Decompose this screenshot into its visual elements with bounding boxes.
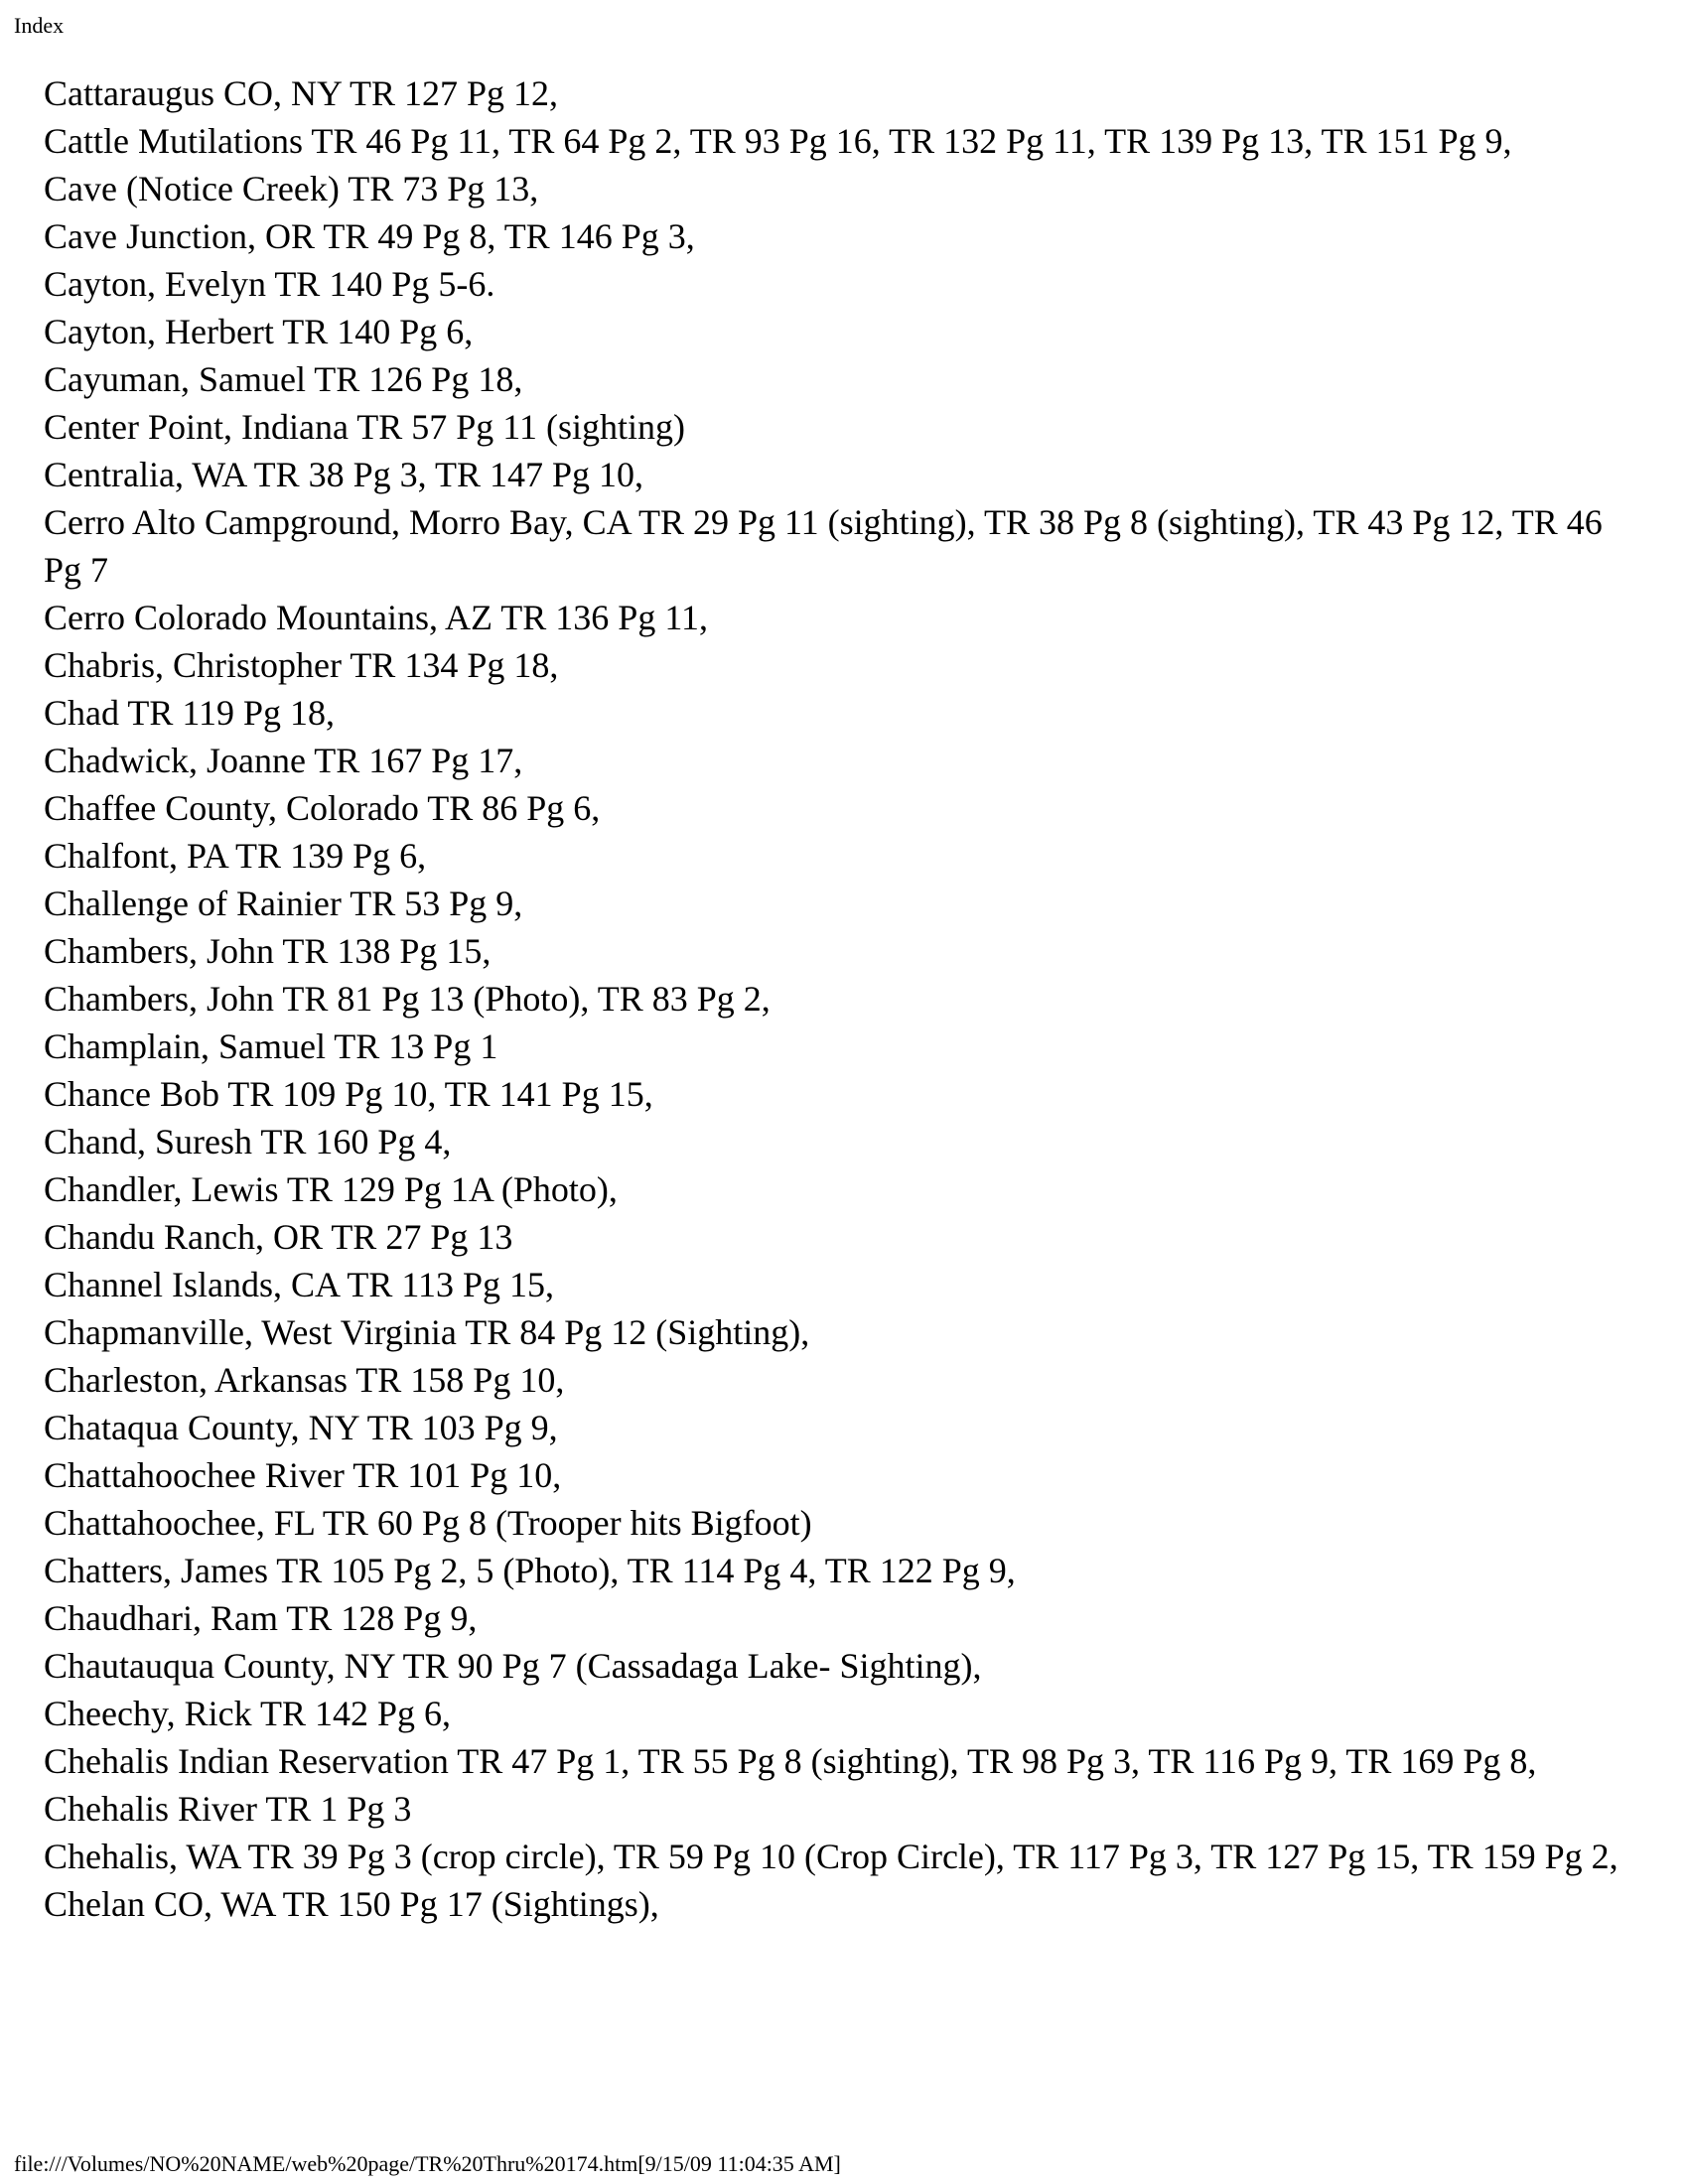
index-entry: Cayton, Herbert TR 140 Pg 6,	[44, 312, 474, 351]
index-entry: Charleston, Arkansas TR 158 Pg 10,	[44, 1360, 565, 1400]
index-entry: Channel Islands, CA TR 113 Pg 15,	[44, 1265, 555, 1304]
index-entry: Cave Junction, OR TR 49 Pg 8, TR 146 Pg 3,	[44, 216, 695, 256]
index-entry: Chabris, Christopher TR 134 Pg 18,	[44, 645, 559, 685]
file-path-footer: file:///Volumes/NO%20NAME/web%20page/TR%20Thru%20174.htm[9/15/09 11:04:35 AM]	[14, 2151, 841, 2176]
index-entry: Chalfont, PA TR 139 Pg 6,	[44, 836, 427, 876]
index-entry: Cattle Mutilations TR 46 Pg 11, TR 64 Pg 2, TR 93 Pg 16, TR 132 Pg 11, TR 139 Pg 13, TR 151 Pg 9,	[44, 121, 1512, 161]
index-entry: Cayuman, Samuel TR 126 Pg 18,	[44, 359, 523, 399]
index-entry: Chandu Ranch, OR TR 27 Pg 13	[44, 1217, 513, 1257]
index-entry: Center Point, Indiana TR 57 Pg 11 (sighting)	[44, 407, 685, 447]
index-entry: Chatters, James TR 105 Pg 2, 5 (Photo), TR 114 Pg 4, TR 122 Pg 9,	[44, 1551, 1016, 1590]
index-entry: Cerro Colorado Mountains, AZ TR 136 Pg 11,	[44, 598, 708, 637]
index-entry: Cerro Alto Campground, Morro Bay, CA TR 29 Pg 11 (sighting), TR 38 Pg 8 (sighting), TR 43 Pg 12, TR 46 Pg 7	[44, 502, 1603, 590]
index-entry: Chand, Suresh TR 160 Pg 4,	[44, 1122, 452, 1161]
page-title: Index	[14, 13, 65, 38]
index-entry: Chataqua County, NY TR 103 Pg 9,	[44, 1408, 558, 1447]
index-entry: Chaudhari, Ram TR 128 Pg 9,	[44, 1598, 478, 1638]
index-entry: Cheechy, Rick TR 142 Pg 6,	[44, 1694, 451, 1733]
index-entry: Chad TR 119 Pg 18,	[44, 693, 336, 733]
index-entry: Chambers, John TR 138 Pg 15,	[44, 931, 492, 971]
index-entry: Cattaraugus CO, NY TR 127 Pg 12,	[44, 73, 558, 113]
index-entry: Chadwick, Joanne TR 167 Pg 17,	[44, 741, 523, 780]
index-entry: Cave (Notice Creek) TR 73 Pg 13,	[44, 169, 539, 208]
index-entry: Chaffee County, Colorado TR 86 Pg 6,	[44, 788, 601, 828]
index-entry: Chattahoochee, FL TR 60 Pg 8 (Trooper hits Bigfoot)	[44, 1503, 812, 1543]
index-entry-list	[44, 69, 1648, 1928]
index-entry: Chehalis, WA TR 39 Pg 3 (crop circle), TR 59 Pg 10 (Crop Circle), TR 117 Pg 3, TR 127 Pg 15, TR 159 Pg 2,	[44, 1837, 1618, 1876]
index-entry: Chehalis River TR 1 Pg 3	[44, 1789, 412, 1829]
index-entry: Chehalis Indian Reservation TR 47 Pg 1, TR 55 Pg 8 (sighting), TR 98 Pg 3, TR 116 Pg 9, TR 169 Pg 8,	[44, 1741, 1537, 1781]
index-entry: Champlain, Samuel TR 13 Pg 1	[44, 1026, 498, 1066]
index-entry: Chautauqua County, NY TR 90 Pg 7 (Cassadaga Lake- Sighting),	[44, 1646, 982, 1686]
index-entry: Chelan CO, WA TR 150 Pg 17 (Sightings),	[44, 1884, 659, 1924]
index-entry: Chambers, John TR 81 Pg 13 (Photo), TR 83 Pg 2,	[44, 979, 771, 1019]
index-entry: Challenge of Rainier TR 53 Pg 9,	[44, 884, 523, 923]
index-entry: Chandler, Lewis TR 129 Pg 1A (Photo),	[44, 1169, 618, 1209]
index-entry: Centralia, WA TR 38 Pg 3, TR 147 Pg 10,	[44, 455, 644, 494]
index-entry: Chattahoochee River TR 101 Pg 10,	[44, 1455, 562, 1495]
index-entry: Chance Bob TR 109 Pg 10, TR 141 Pg 15,	[44, 1074, 653, 1114]
index-entry: Cayton, Evelyn TR 140 Pg 5-6.	[44, 264, 495, 304]
index-entry: Chapmanville, West Virginia TR 84 Pg 12 (Sighting),	[44, 1312, 810, 1352]
